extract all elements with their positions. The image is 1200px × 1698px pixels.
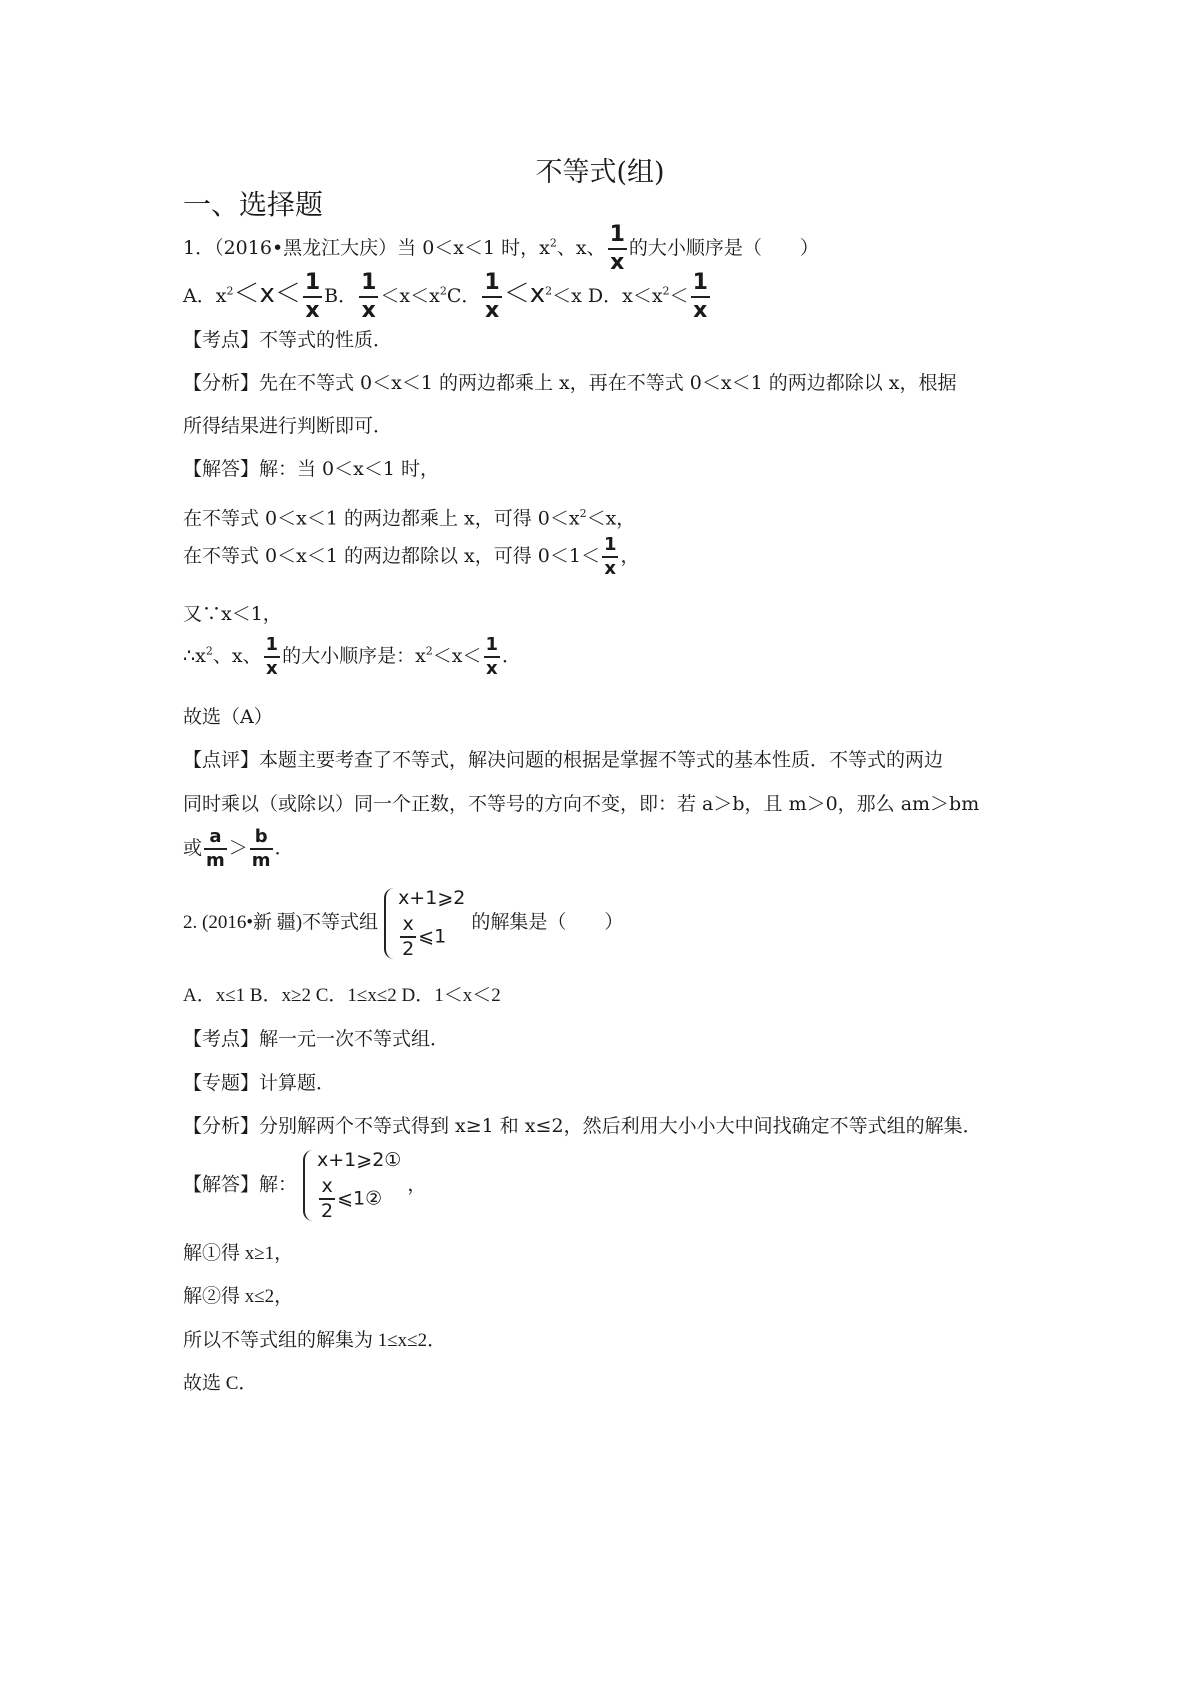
frac-den: x — [361, 298, 376, 323]
q2-step3: 所以不等式组的解集为 1≤x≤2． — [183, 1330, 447, 1351]
q1-opt-b-rest: ＜x＜x — [380, 285, 440, 307]
frac-num: b — [254, 826, 268, 847]
page-title: 不等式(组) — [535, 157, 665, 188]
q2-jsys-row1: x+1⩾2① — [317, 1149, 402, 1171]
q1-dianping-1: 【点评】本题主要考查了不等式，解决问题的根据是掌握不等式的基本性质．不等式的两边 — [183, 749, 944, 771]
q2-stem-pre: 2. (2016•新 疆)不等式组 — [183, 911, 379, 933]
q1-dianping-3-fraction1 — [204, 828, 227, 870]
q2-stem — [183, 888, 623, 959]
q1-opt-b-fraction — [359, 272, 378, 322]
q1-jieda-5-pre: ∴x — [183, 645, 206, 667]
q1-opt-a: A．x — [183, 285, 227, 307]
q2-sys-row2-rel: ⩽1 — [418, 925, 447, 948]
q2-inequality-system — [384, 888, 465, 959]
q1-jieda-3 — [183, 536, 640, 578]
q1-opt-d: D．x＜x — [581, 285, 663, 307]
q1-jieda-5-sup2: 2 — [425, 644, 433, 658]
q1-jieda-5-mid2: 的大小顺序是：x — [282, 645, 426, 667]
q2-sys-row2 — [398, 912, 465, 960]
brace-icon — [384, 888, 396, 959]
q1-stem — [183, 224, 819, 274]
q1-opt-c-fraction — [482, 272, 501, 322]
frac-den: m — [206, 850, 225, 871]
frac-num: 1 — [484, 270, 500, 295]
q1-jieda-5-mid: 、x、 — [212, 645, 262, 667]
q2-sys-fraction — [400, 912, 416, 960]
q1-jieda-1: 【解答】解：当 0＜x＜1 时， — [183, 458, 439, 480]
q2-jieda-system — [303, 1150, 401, 1221]
q2-options: A．x≤1 B．x≥2 C．1≤x≤2 D．1＜x＜2 — [183, 985, 501, 1006]
q2-zhuanti: 【专题】计算题． — [183, 1072, 336, 1094]
frac-num: x — [402, 912, 414, 935]
q1-jieda-4: 又∵x＜1， — [183, 603, 282, 625]
q1-stem-post: 的大小顺序是（ ） — [628, 237, 819, 259]
q1-dianping-3-rel: ＞ — [228, 837, 248, 859]
q1-opt-a-rel: ＜x＜ — [233, 279, 301, 309]
q2-jsys-row2-rel: ⩽1② — [337, 1187, 383, 1210]
q2-kaodian: 【考点】解一元一次不等式组． — [183, 1028, 450, 1050]
frac-den: x — [610, 250, 625, 275]
frac-den: x — [693, 298, 708, 323]
frac-num: 1 — [485, 634, 499, 655]
q1-opt-c-rel: ＜x — [503, 279, 546, 309]
frac-num: 1 — [304, 270, 321, 295]
frac-num: 1 — [609, 222, 625, 247]
q1-fenxi-2: 所得结果进行判断即可． — [183, 415, 393, 437]
q2-jsys-fraction — [319, 1174, 335, 1222]
q1-jieda-5-rel: ＜x＜ — [432, 645, 482, 667]
frac-num: 1 — [361, 270, 377, 295]
q2-step1: 解①得 x≥1， — [183, 1243, 294, 1264]
q1-jieda-2-post: ＜x， — [586, 507, 636, 530]
frac-num: x — [321, 1174, 333, 1197]
q1-jieda-5-sup: 2 — [205, 644, 213, 658]
frac-den: x — [305, 298, 320, 323]
q2-guxuan: 故选 C． — [183, 1373, 258, 1394]
q1-opt-b-label: B． — [324, 285, 358, 307]
brace-icon — [303, 1150, 315, 1221]
q1-opt-c-label: C． — [446, 285, 481, 307]
q1-dianping-2: 同时乘以（或除以）同一个正数，不等号的方向不变，即：若 a＞b，且 m＞0，那么 am＞bm — [183, 793, 980, 815]
q1-dianping-3-pre: 或 — [183, 837, 203, 859]
q1-jieda-3-pre: 在不等式 0＜x＜1 的两边都除以 x，可得 0＜1＜ — [183, 545, 600, 567]
q1-opt-a-fraction — [303, 272, 322, 322]
section-heading: 一、选择题 — [183, 188, 324, 221]
frac-den: x — [604, 558, 617, 579]
q1-jieda-2-sup: 2 — [579, 507, 587, 520]
q2-sys-row1: x+1⩾2 — [398, 887, 466, 909]
q1-jieda-5-fraction — [264, 636, 281, 678]
q1-fenxi-1: 【分析】先在不等式 0＜x＜1 的两边都乘上 x，再在不等式 0＜x＜1 的两边都除以 x，根据 — [183, 372, 957, 394]
q2-jsys-row2 — [317, 1174, 401, 1222]
q1-opt-b-sup: 2 — [439, 284, 447, 298]
q1-stem-sup: 2 — [549, 236, 557, 250]
q1-options — [183, 272, 712, 322]
q1-opt-a-sup: 2 — [226, 284, 234, 298]
frac-den: x — [484, 298, 500, 323]
q1-jieda-2 — [183, 500, 635, 532]
q2-fenxi: 【分析】分别解两个不等式得到 x≥1 和 x≤2，然后利用大小小大中间找确定不等式组的解集． — [183, 1115, 982, 1137]
q1-dianping-3-post: ． — [274, 837, 294, 859]
q1-jieda-3-fraction — [602, 536, 619, 578]
q1-opt-c-rest: ＜x — [552, 285, 582, 307]
q1-opt-d-fraction — [691, 272, 710, 322]
q1-opt-d-sup: 2 — [662, 284, 670, 298]
q1-dianping-3-fraction2 — [250, 828, 273, 870]
frac-num: 1 — [692, 270, 708, 295]
q2-jieda — [183, 1150, 426, 1221]
q1-jieda-2-pre: 在不等式 0＜x＜1 的两边都乘上 x，可得 0＜x — [183, 507, 580, 530]
q1-opt-c-sup: 2 — [545, 284, 553, 298]
q1-jieda-5 — [183, 636, 521, 678]
q2-jieda-post: ， — [407, 1173, 427, 1196]
q2-stem-post: 的解集是（ ） — [471, 911, 624, 933]
frac-num: a — [209, 826, 222, 847]
q1-jieda-3-post: ， — [620, 545, 640, 567]
q1-jieda-5-post: ． — [502, 645, 522, 667]
q1-stem-fraction — [608, 224, 627, 274]
q2-jieda-label: 【解答】解： — [183, 1173, 298, 1196]
frac-den: m — [251, 850, 271, 871]
q1-stem-mid: 、x、 — [556, 237, 606, 259]
q1-dianping-3 — [183, 828, 294, 870]
frac-num: 1 — [265, 634, 279, 655]
q1-stem-pre: 1．（2016•黑龙江大庆）当 0＜x＜1 时，x — [183, 237, 550, 259]
q1-kaodian: 【考点】不等式的性质． — [183, 329, 393, 351]
q1-opt-d-rel: ＜ — [669, 285, 689, 307]
frac-den: 2 — [402, 937, 415, 960]
q1-jieda-5-fraction2 — [484, 636, 501, 678]
frac-den: x — [265, 658, 278, 679]
frac-den: 2 — [321, 1199, 334, 1222]
q1-guxuan: 故选（A） — [183, 706, 273, 728]
frac-den: x — [485, 658, 498, 679]
q2-step2: 解②得 x≤2， — [183, 1286, 294, 1307]
frac-num: 1 — [603, 534, 617, 555]
